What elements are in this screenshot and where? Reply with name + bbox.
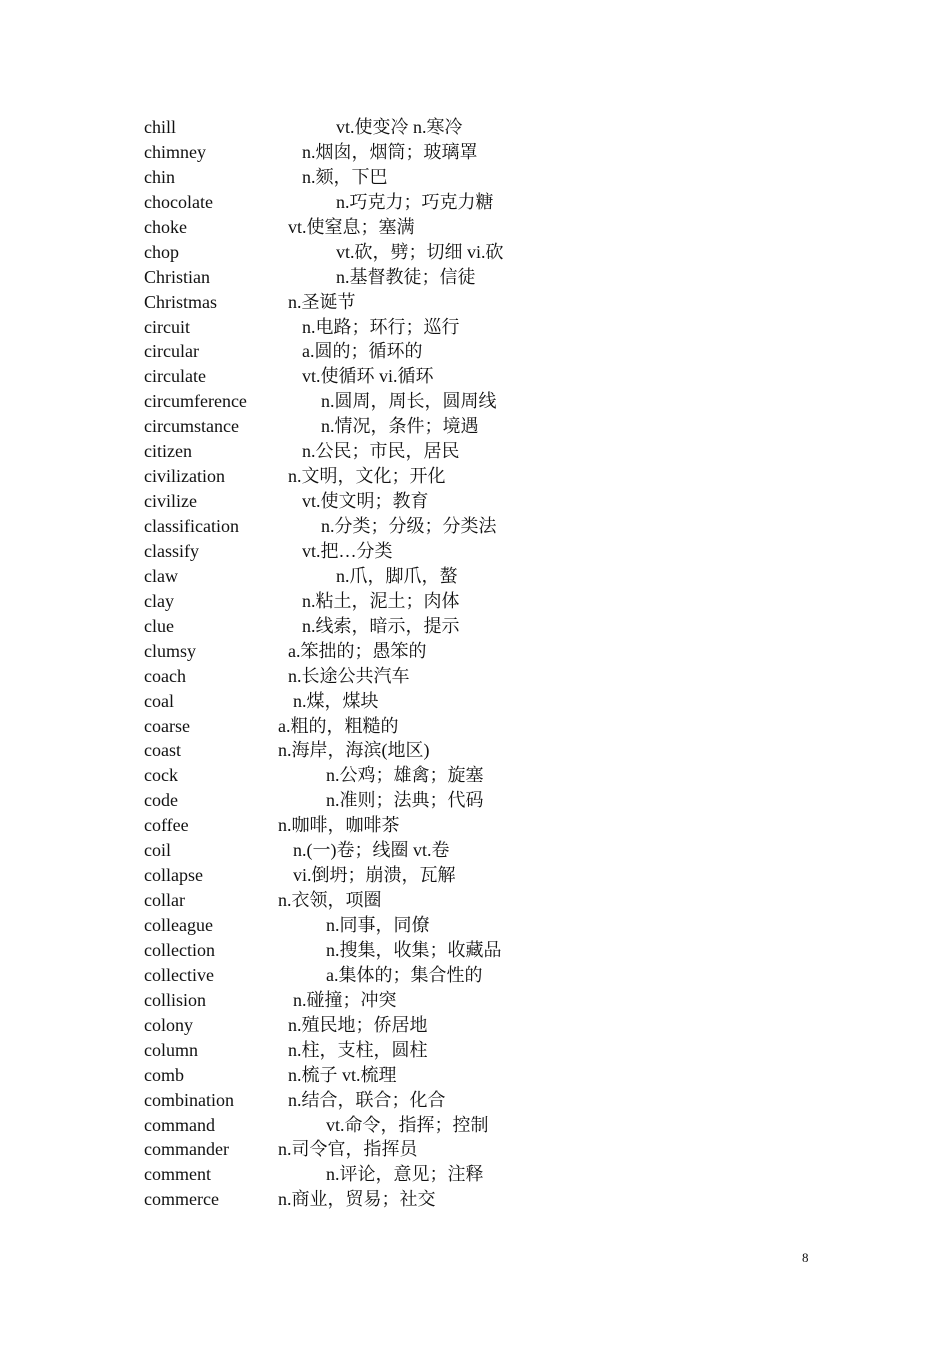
entry-word: clumsy: [144, 640, 196, 661]
entry-word: Christmas: [144, 291, 218, 312]
vocab-entry: [144, 664, 844, 689]
vocab-entry: [144, 115, 844, 140]
entry-word: collection: [144, 939, 215, 960]
vocab-entry: [144, 838, 844, 863]
entry-definition: vi.倒坍；崩溃，瓦解: [293, 865, 456, 886]
vocab-entry: [144, 414, 844, 439]
entry-word: collective: [144, 964, 214, 985]
entry-definition: a.粗的，粗糙的: [278, 715, 399, 736]
vocab-entry: [144, 315, 844, 340]
entry-definition: vt.砍，劈；切细 vi.砍: [336, 241, 504, 262]
entry-definition: n.爪，脚爪，螯: [336, 565, 458, 586]
entry-definition: n.文明，文化；开化: [288, 466, 446, 487]
entry-definition: n.线索，暗示，提示: [302, 615, 460, 636]
entry-definition: n.商业，贸易；社交: [278, 1189, 436, 1210]
vocab-entry: [144, 738, 844, 763]
entry-word: citizen: [144, 441, 192, 462]
entry-definition: n.搜集，收集；收藏品: [326, 939, 502, 960]
entry-word: comment: [144, 1164, 211, 1185]
vocab-entry: [144, 988, 844, 1013]
entry-definition: vt.使变冷 n.寒冷: [336, 117, 463, 137]
vocab-entry: [144, 614, 844, 639]
entry-word: clay: [144, 590, 174, 611]
vocab-entry: [144, 1013, 844, 1038]
entry-word: chimney: [144, 141, 206, 162]
vocab-entry: [144, 714, 844, 739]
entry-definition: n.分类；分级；分类法: [321, 516, 497, 536]
vocab-entry: [144, 1038, 844, 1063]
entry-word: classify: [144, 540, 199, 561]
entry-definition: vt.使文明；教育: [302, 491, 429, 512]
vocab-entry: [144, 963, 844, 988]
vocab-entry: [144, 1187, 844, 1212]
entry-word: cock: [144, 765, 178, 786]
vocab-entry: [144, 389, 844, 414]
vocab-entry: [144, 290, 844, 315]
vocab-entry: [144, 489, 844, 514]
vocab-entry: [144, 1088, 844, 1113]
entry-definition: n.评论，意见；注释: [326, 1164, 484, 1185]
entry-definition: n.粘土，泥土；肉体: [302, 590, 460, 611]
vocab-entry: [144, 639, 844, 664]
vocab-entry: [144, 464, 844, 489]
entry-definition: n.基督教徒；信徒: [336, 266, 476, 287]
entry-word: civilize: [144, 491, 197, 512]
entry-definition: n.颏，下巴: [302, 166, 388, 187]
entry-definition: n.圣诞节: [288, 291, 356, 312]
entry-definition: n.同事，同僚: [326, 915, 430, 935]
entry-definition: vt.使循环 vi.循环: [302, 366, 434, 387]
entry-definition: n.长途公共汽车: [288, 665, 410, 686]
entry-word: chill: [144, 117, 176, 137]
entry-word: classification: [144, 516, 239, 536]
entry-word: chocolate: [144, 191, 213, 212]
entry-definition: n.煤，煤块: [293, 690, 379, 711]
entry-word: chin: [144, 166, 175, 187]
entry-word: colony: [144, 1014, 193, 1035]
entry-word: colleague: [144, 915, 213, 935]
entry-word: Christian: [144, 266, 210, 287]
entry-word: chop: [144, 241, 179, 262]
vocab-entry: [144, 339, 844, 364]
entry-word: clue: [144, 615, 174, 636]
entry-word: circulate: [144, 366, 206, 387]
vocab-entry: [144, 1113, 844, 1138]
page-number: 8: [802, 1250, 809, 1265]
entry-definition: n.烟囱，烟筒；玻璃罩: [302, 141, 478, 162]
entry-word: claw: [144, 565, 178, 586]
vocab-entry: [144, 439, 844, 464]
entry-word: circuit: [144, 316, 190, 337]
vocab-entry: [144, 888, 844, 913]
entry-definition: n.准则；法典；代码: [326, 790, 484, 811]
vocab-entry: [144, 564, 844, 589]
entry-word: comb: [144, 1064, 184, 1085]
entry-definition: vt.使窒息；塞满: [288, 216, 415, 237]
vocab-entry: [144, 265, 844, 290]
vocab-entry: [144, 140, 844, 165]
vocab-entry: [144, 1162, 844, 1187]
entry-definition: n.公鸡；雄禽；旋塞: [326, 765, 484, 786]
entry-word: coarse: [144, 715, 190, 736]
vocab-entry: [144, 165, 844, 190]
entry-word: circumference: [144, 391, 247, 412]
entry-word: coffee: [144, 815, 189, 836]
vocab-entry: [144, 689, 844, 714]
entry-word: choke: [144, 216, 187, 237]
entry-definition: n.海岸，海滨(地区): [278, 740, 430, 761]
entry-word: commerce: [144, 1189, 219, 1210]
entry-definition: n.圆周，周长，圆周线: [321, 391, 497, 412]
entry-word: code: [144, 790, 178, 811]
entry-definition: n.(一)卷；线圈 vt.卷: [293, 840, 450, 861]
entry-word: coast: [144, 740, 181, 761]
entry-word: circular: [144, 341, 199, 362]
entry-word: coal: [144, 690, 174, 711]
entry-definition: a.笨拙的；愚笨的: [288, 640, 427, 661]
entry-word: column: [144, 1039, 198, 1060]
vocab-entry: [144, 763, 844, 788]
entry-definition: n.梳子 vt.梳理: [288, 1064, 397, 1085]
vocab-entry: [144, 190, 844, 215]
entry-definition: a.集体的；集合性的: [326, 964, 483, 985]
vocab-entry: [144, 514, 844, 539]
entry-definition: n.巧克力；巧克力糖: [336, 191, 494, 212]
entry-definition: n.电路；环行；巡行: [302, 316, 460, 337]
vocab-entry: [144, 913, 844, 938]
vocab-entry: [144, 240, 844, 265]
entry-word: collision: [144, 989, 206, 1010]
vocab-entry: [144, 215, 844, 240]
entry-word: collar: [144, 890, 185, 911]
vocab-entry: [144, 1063, 844, 1088]
entry-definition: n.结合，联合；化合: [288, 1089, 446, 1110]
vocabulary-list: [144, 115, 844, 1212]
entry-word: circumstance: [144, 416, 239, 437]
vocab-entry: [144, 1137, 844, 1162]
entry-word: coil: [144, 840, 171, 861]
entry-definition: vt.命令，指挥；控制: [326, 1114, 489, 1135]
entry-word: collapse: [144, 865, 203, 886]
vocab-entry: [144, 589, 844, 614]
entry-definition: n.咖啡，咖啡茶: [278, 815, 400, 836]
vocab-entry: [144, 788, 844, 813]
vocab-entry: [144, 364, 844, 389]
entry-definition: n.殖民地；侨居地: [288, 1014, 428, 1035]
vocab-entry: [144, 539, 844, 564]
entry-word: commander: [144, 1139, 229, 1160]
entry-definition: n.情况，条件；境遇: [321, 416, 479, 437]
entry-definition: n.司令官，指挥员: [278, 1139, 418, 1160]
entry-definition: n.公民；市民，居民: [302, 441, 460, 462]
entry-definition: vt.把…分类: [302, 540, 393, 561]
entry-definition: n.柱，支柱，圆柱: [288, 1039, 428, 1060]
entry-word: combination: [144, 1089, 234, 1110]
entry-definition: n.碰撞；冲突: [293, 989, 397, 1010]
entry-word: command: [144, 1114, 215, 1135]
entry-definition: n.衣领，项圈: [278, 890, 382, 911]
vocab-entry: [144, 938, 844, 963]
vocab-entry: [144, 813, 844, 838]
entry-word: civilization: [144, 466, 225, 487]
entry-definition: a.圆的；循环的: [302, 341, 423, 362]
entry-word: coach: [144, 665, 186, 686]
vocab-entry: [144, 863, 844, 888]
